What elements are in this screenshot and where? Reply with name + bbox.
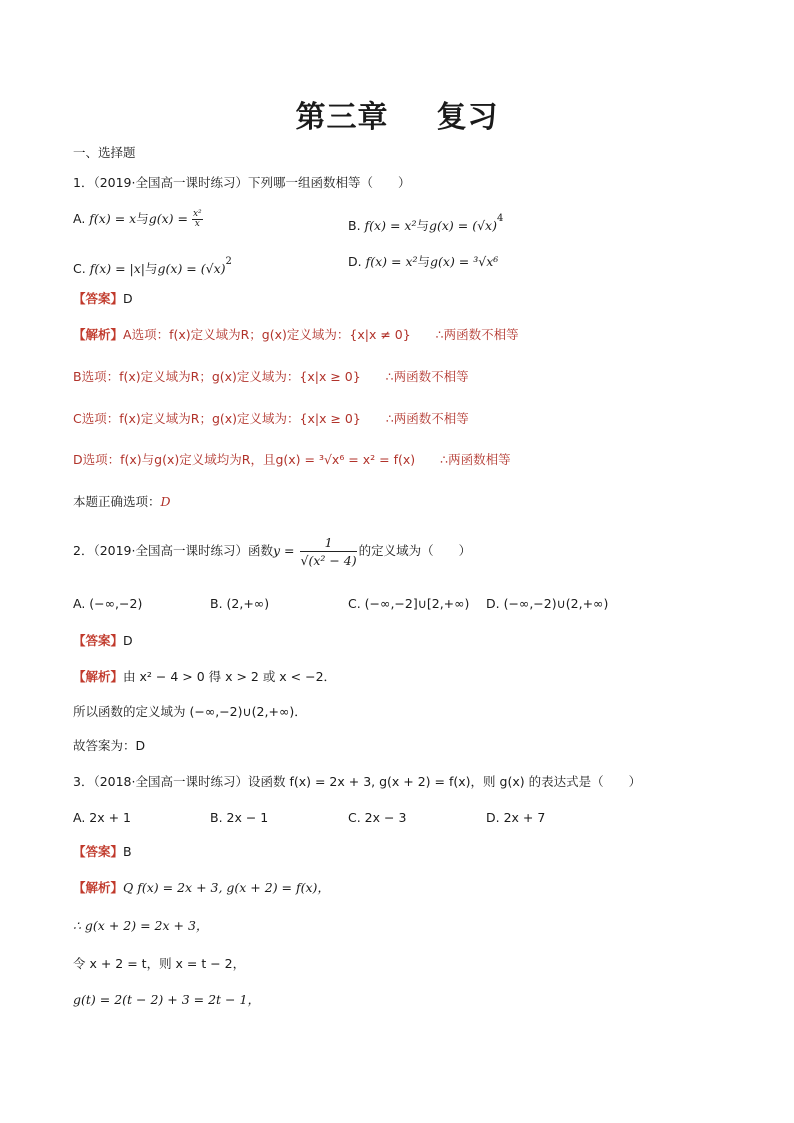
q2-option-d: D. (−∞,−2)∪(2,+∞) <box>486 596 609 611</box>
q1-stem: 1．（2019·全国高一课时练习）下列哪一组函数相等（ ） <box>73 175 411 190</box>
q3-option-b: B. 2x − 1 <box>210 810 269 825</box>
q3-explanation-3: 令 x + 2 = t，则 x = t − 2， <box>73 956 246 971</box>
q1-answer: 【答案】D <box>73 291 133 306</box>
q3-option-c: C. 2x − 3 <box>348 810 407 825</box>
q3-option-d: D. 2x + 7 <box>486 810 546 825</box>
q2-stem: 2．（2019·全国高一课时练习）函数y = $\frac{1}{\text{√(x² − 4)}}$ 的定义域为（ ） <box>73 534 472 568</box>
q3-stem: 3．（2018·全国高一课时练习）设函数 f(x) = 2x + 3, g(x + 2) = f(x)，则 g(x) 的表达式是（ ） <box>73 774 642 789</box>
q1-explanation-b: B选项：f(x)定义域为R；g(x)定义域为：{x|x ≥ 0} ∴两函数不相等 <box>73 369 469 384</box>
q3-explanation-4: g(t) = 2(t − 2) + 3 = 2t − 1， <box>73 992 260 1007</box>
q2-option-a: A. (−∞,−2) <box>73 596 143 611</box>
q3-answer: 【答案】B <box>73 844 132 859</box>
q1-conclusion: 本题正确选项：D <box>73 494 171 509</box>
q2-explanation-2: 所以函数的定义域为 (−∞,−2)∪(2,+∞)． <box>73 704 307 719</box>
q2-explanation-1: 【解析】由 x² − 4 > 0 得 x > 2 或 x < −2． <box>73 669 337 684</box>
q3-explanation-2: ∴ g(x + 2) = 2x + 3， <box>73 918 209 933</box>
q1-option-c: C. f(x) = |x|与$g(x) = (√x)^2$ <box>73 256 232 276</box>
q3-option-a: A. 2x + 1 <box>73 810 132 825</box>
q2-option-c: C. (−∞,−2]∪[2,+∞) <box>348 596 470 611</box>
q1-explanation-c: C选项：f(x)定义域为R；g(x)定义域为：{x|x ≥ 0} ∴两函数不相等 <box>73 411 469 426</box>
q1-option-a: A. f(x) = x与g(x) = $\frac{\text{x²}}{x}$ <box>73 209 202 229</box>
q3-explanation-1: 【解析】Q f(x) = 2x + 3, g(x + 2) = f(x)， <box>73 880 330 895</box>
page-title <box>0 92 794 136</box>
q1-explanation-d: D选项：f(x)与g(x)定义域均为R，且g(x) = ³√x⁶ = x² = f(x) ∴两函数相等 <box>73 452 511 467</box>
q2-option-b: B. (2,+∞) <box>210 596 270 611</box>
q2-answer: 【答案】D <box>73 633 133 648</box>
q1-explanation-a: 【解析】A选项：f(x)定义域为R；g(x)定义域为：{x|x ≠ 0} ∴两函数不相等 <box>73 327 519 342</box>
chapter-subtitle: 复习 <box>436 100 499 135</box>
section-heading: 一、选择题 <box>73 145 136 160</box>
q2-explanation-3: 故答案为：D <box>73 738 146 753</box>
chapter-label: 第三章 <box>295 100 389 135</box>
q1-option-d: D. f(x) = x²与g(x) = ³√x⁶ <box>348 254 499 269</box>
q1-option-b: B. f(x) = x²与$g(x) = (√x)^4$ <box>348 213 504 233</box>
